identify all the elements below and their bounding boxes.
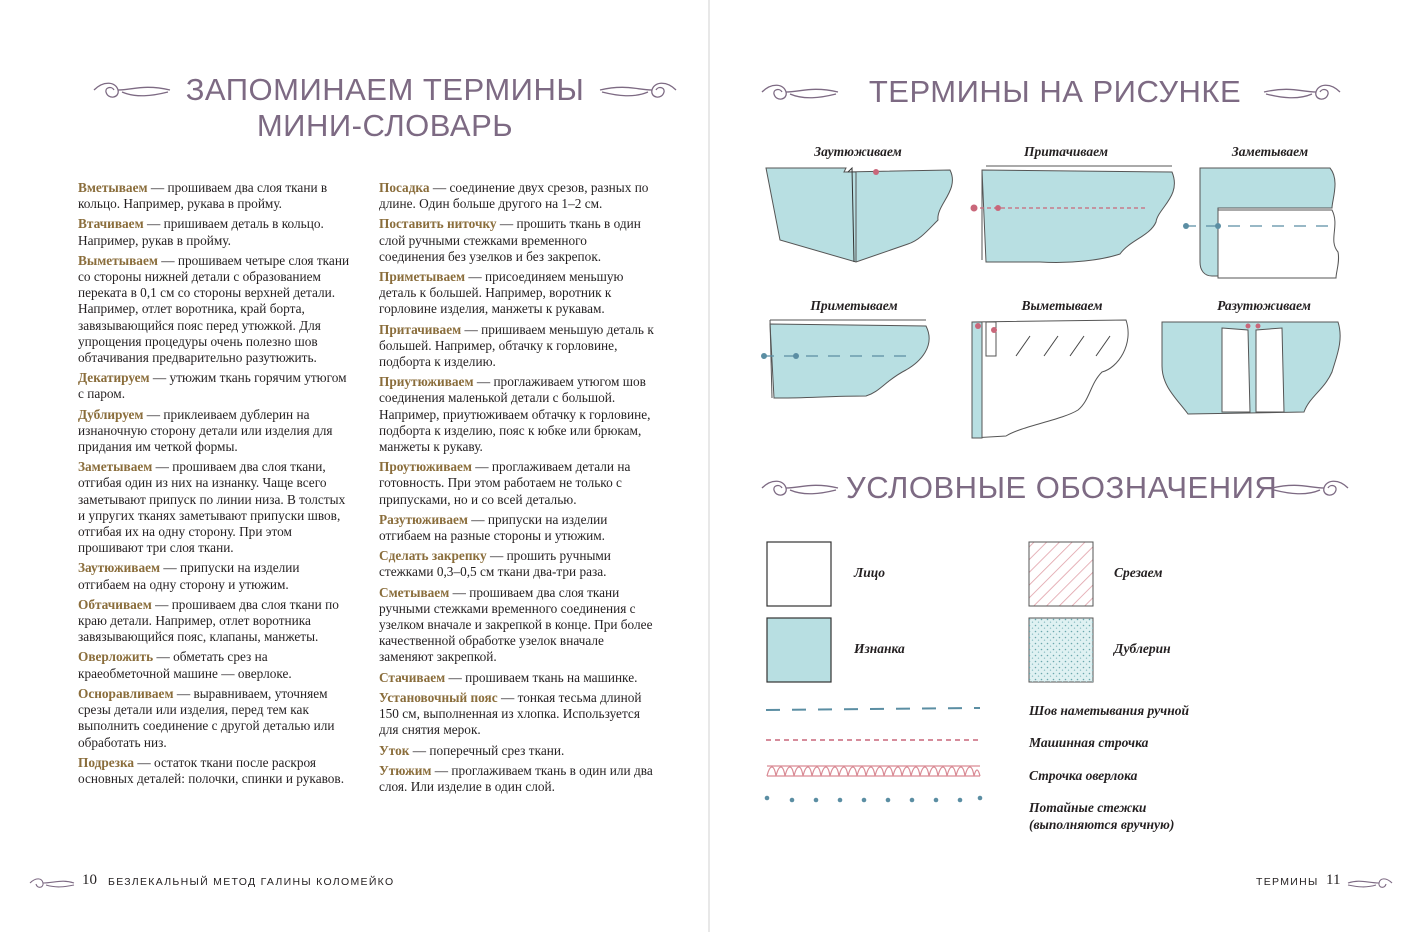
glossary-term: Приутюживаем (379, 374, 474, 390)
glossary-entry (78, 686, 353, 751)
glossary-entry (379, 763, 654, 795)
right-page (710, 0, 1420, 932)
glossary-entry (379, 512, 654, 544)
glossary-definition: — присоединяем меньшую деталь к большей. Например, воротник к горловине изделия, манжеты к рукавам. (379, 269, 624, 317)
legend-label-machine-stitch: Машинная строчка (1029, 735, 1149, 750)
figure-label-pritachivaem: Притачиваем (1023, 144, 1109, 159)
page-number: 11 (1326, 872, 1341, 888)
glossary-entry (78, 597, 353, 646)
glossary-definition: — пришиваем деталь в кольцо. Например, рукав в пройму. (78, 216, 324, 248)
glossary-entry (78, 560, 353, 592)
glossary-definition: — прошить ручными стежками 0,3–0,5 см ткани два-три раза. (379, 548, 611, 580)
figure-label-primetyvaem: Приметываем (810, 298, 898, 313)
glossary-term: Декатируем (78, 370, 150, 386)
glossary-entry (78, 649, 353, 681)
glossary-entry (379, 269, 654, 318)
glossary-term: Осноравливаем (78, 685, 174, 701)
glossary-term: Оверложить (78, 649, 154, 665)
glossary-term: Подрезка (78, 754, 135, 770)
glossary-entry (78, 755, 353, 787)
glossary-definition: — остаток ткани после раскроя основных деталей: полочки, спинки и рукавов. (78, 754, 345, 786)
glossary-term: Утюжим (379, 762, 432, 778)
flourish-icon (28, 876, 76, 890)
page-number: 10 (82, 872, 97, 888)
glossary-definition: — прошиваем два слоя ткани по краю детали. Например, отлет воротника завязывающийся пояс, клапаны, манжеты. (78, 596, 339, 645)
glossary-term: Дублируем (78, 406, 144, 422)
glossary-entry (379, 459, 654, 508)
glossary-definition: — приклеиваем дублерин на изнаночную сторону детали или изделия для придания им четкой формы. (78, 406, 333, 455)
glossary-entry (379, 670, 654, 686)
cut-swatch (1029, 542, 1093, 606)
figure-label-zametyvaem: Заметываем (1231, 144, 1309, 159)
glossary-entry (379, 322, 654, 371)
glossary-definition: — прошиваем ткань на машинке. (445, 669, 638, 685)
glossary-entry (78, 253, 353, 366)
glossary-definition: — проглаживаем детали на готовность. При этом работаем не только с припусками, но и со всей деталью. (379, 459, 631, 507)
hand-basting-line (766, 708, 980, 710)
glossary-entry (78, 180, 353, 212)
glossary-entry (379, 180, 654, 212)
glossary-term: Заутюживаем (78, 560, 161, 576)
glossary-term: Проутюживаем (379, 459, 472, 475)
legend-title: УСЛОВНЫЕ ОБОЗНАЧЕНИЯ (846, 470, 1278, 505)
glossary-entry (78, 216, 353, 248)
glossary-definition: — припуски на изделии отгибаем на одну сторону и утюжим. (78, 560, 300, 592)
glossary-entry (379, 216, 654, 265)
overlock-stitch-line (767, 766, 980, 776)
glossary-column-2 (379, 180, 654, 799)
glossary-term: Установочный пояс (379, 689, 498, 705)
figure-label-razutyuzhivaem: Разутюживаем (1217, 298, 1311, 313)
glossary-definition: — тонкая тесьма длиной 150 см, выполненная из хлопка. Используется для снятия мерок. (379, 689, 642, 738)
glossary-entry (78, 407, 353, 456)
legend-label-face: Лицо (854, 565, 886, 580)
legend-label-blind-stitch: Потайные стежки (1029, 800, 1147, 815)
legend-label-reverse: Изнанка (854, 641, 905, 656)
legend-label-overlock: Строчка оверлока (1029, 768, 1138, 783)
flourish-icon (598, 78, 678, 102)
page-subtitle: МИНИ-СЛОВАРЬ (256, 108, 514, 143)
glossary-definition: — прошиваем четыре слоя ткани со стороны нижней детали с образованием переката в 0,1 см со стороны верхней детали. Например, отлет воротника, край борта, завязывающийся пояс перед утюжкой. Для упрощения процедуры очень полезно шов обтачивания предварительно разутюжить. (78, 252, 350, 366)
legend-swatches (710, 0, 1420, 932)
glossary-entry (379, 548, 654, 580)
glossary-definition: — обметать срез на краеобметочной машине — оверлоке. (78, 649, 292, 681)
glossary-term: Уток (379, 742, 410, 758)
glossary-term: Втачиваем (78, 216, 144, 232)
footer-running-title: БЕЗЛЕКАЛЬНЫЙ МЕТОД ГАЛИНЫ КОЛОМЕЙКО (108, 876, 395, 888)
glossary-term: Посадка (379, 180, 430, 195)
flourish-icon (1346, 876, 1394, 890)
glossary-definition: — прошиваем два слоя ткани ручными стежками временного соединения с узелком вначале и закрепкой в конце. При более качественной обработке узелок вначале заменяют закрепкой. (379, 584, 653, 665)
glossary-definition: — выравниваем, уточняем срезы детали или изделия, перед тем как выполнить соединение с другой деталью или обработать низ. (78, 685, 335, 750)
glossary-entry (379, 585, 654, 666)
reverse-swatch (767, 618, 831, 682)
glossary-definition: — прошиваем два слоя ткани, отгибая один из них на изнанку. Чаще всего заметывают припуск по линии низа. В толстых и упругих тканях заметывают припуски швов, отгибая их на одну сторону. При этом прошивают три слоя ткани. (78, 459, 346, 556)
glossary-column-1 (78, 180, 353, 791)
glossary-definition: — прошить ткань в один слой ручными стежками временного соединения без узелков и без закрепок. (379, 216, 641, 264)
glossary-entry (379, 374, 654, 455)
glossary-term: Сметываем (379, 584, 450, 600)
glossary-definition: — проглаживаем утюгом шов соединения маленькой детали с большой. Например, приутюживаем обтачку к горловине, подборта к изделию, пояс к юбке или брюкам, манжеты к рукаву. (379, 374, 651, 455)
glossary-term: Поставить ниточку (379, 216, 497, 232)
glossary-definition: — проглаживаем ткань в один или два слоя. Или изделие в один слой. (379, 762, 653, 794)
figures-title: ТЕРМИНЫ НА РИСУНКЕ (868, 74, 1242, 109)
glossary-definition: — соединение двух срезов, разных по длине. Один больше другого на 1–2 см. (379, 180, 649, 212)
glossary-definition: — утюжим ткань горячим утюгом с паром. (78, 370, 347, 402)
legend-label-blind-stitch-note: (выполняются вручную) (1029, 817, 1175, 832)
glossary-term: Разутюживаем (379, 511, 468, 527)
glossary-term: Заметываем (78, 459, 153, 475)
figure-label-vymetyvaem: Выметываем (1021, 298, 1103, 313)
legend-label-interfacing: Дублерин (1114, 641, 1171, 656)
glossary-entry (78, 370, 353, 402)
footer-section-title: ТЕРМИНЫ (1256, 876, 1319, 888)
glossary-term: Приметываем (379, 269, 466, 285)
glossary-definition: — поперечный срез ткани. (409, 742, 565, 758)
legend-label-cut: Срезаем (1114, 565, 1163, 580)
glossary-entry (78, 459, 353, 556)
page-title: ЗАПОМИНАЕМ ТЕРМИНЫ (185, 72, 585, 107)
glossary-entry (379, 690, 654, 739)
glossary-definition: — пришиваем меньшую деталь к большей. Например, обтачку к горловине, подборта к изделию. (379, 321, 654, 370)
glossary-definition: — прошиваем два слоя ткани в кольцо. Например, рукава в пройму. (78, 180, 328, 212)
glossary-term: Вметываем (78, 180, 148, 195)
glossary-term: Обтачиваем (78, 596, 152, 612)
face-swatch (767, 542, 831, 606)
figure-label-zautyuzhivaem: Заутюживаем (814, 144, 902, 159)
glossary-term: Притачиваем (379, 321, 462, 337)
glossary-entry (379, 743, 654, 759)
blind-stitch-dots (765, 796, 983, 803)
glossary-term: Сделать закрепку (379, 548, 487, 564)
glossary-term: Выметываем (78, 252, 158, 268)
glossary-definition: — припуски на изделии отгибаем на разные стороны и утюжим. (379, 511, 608, 544)
glossary-term: Стачиваем (379, 669, 446, 685)
legend-label-hand-basting: Шов наметывания ручной (1029, 703, 1189, 718)
